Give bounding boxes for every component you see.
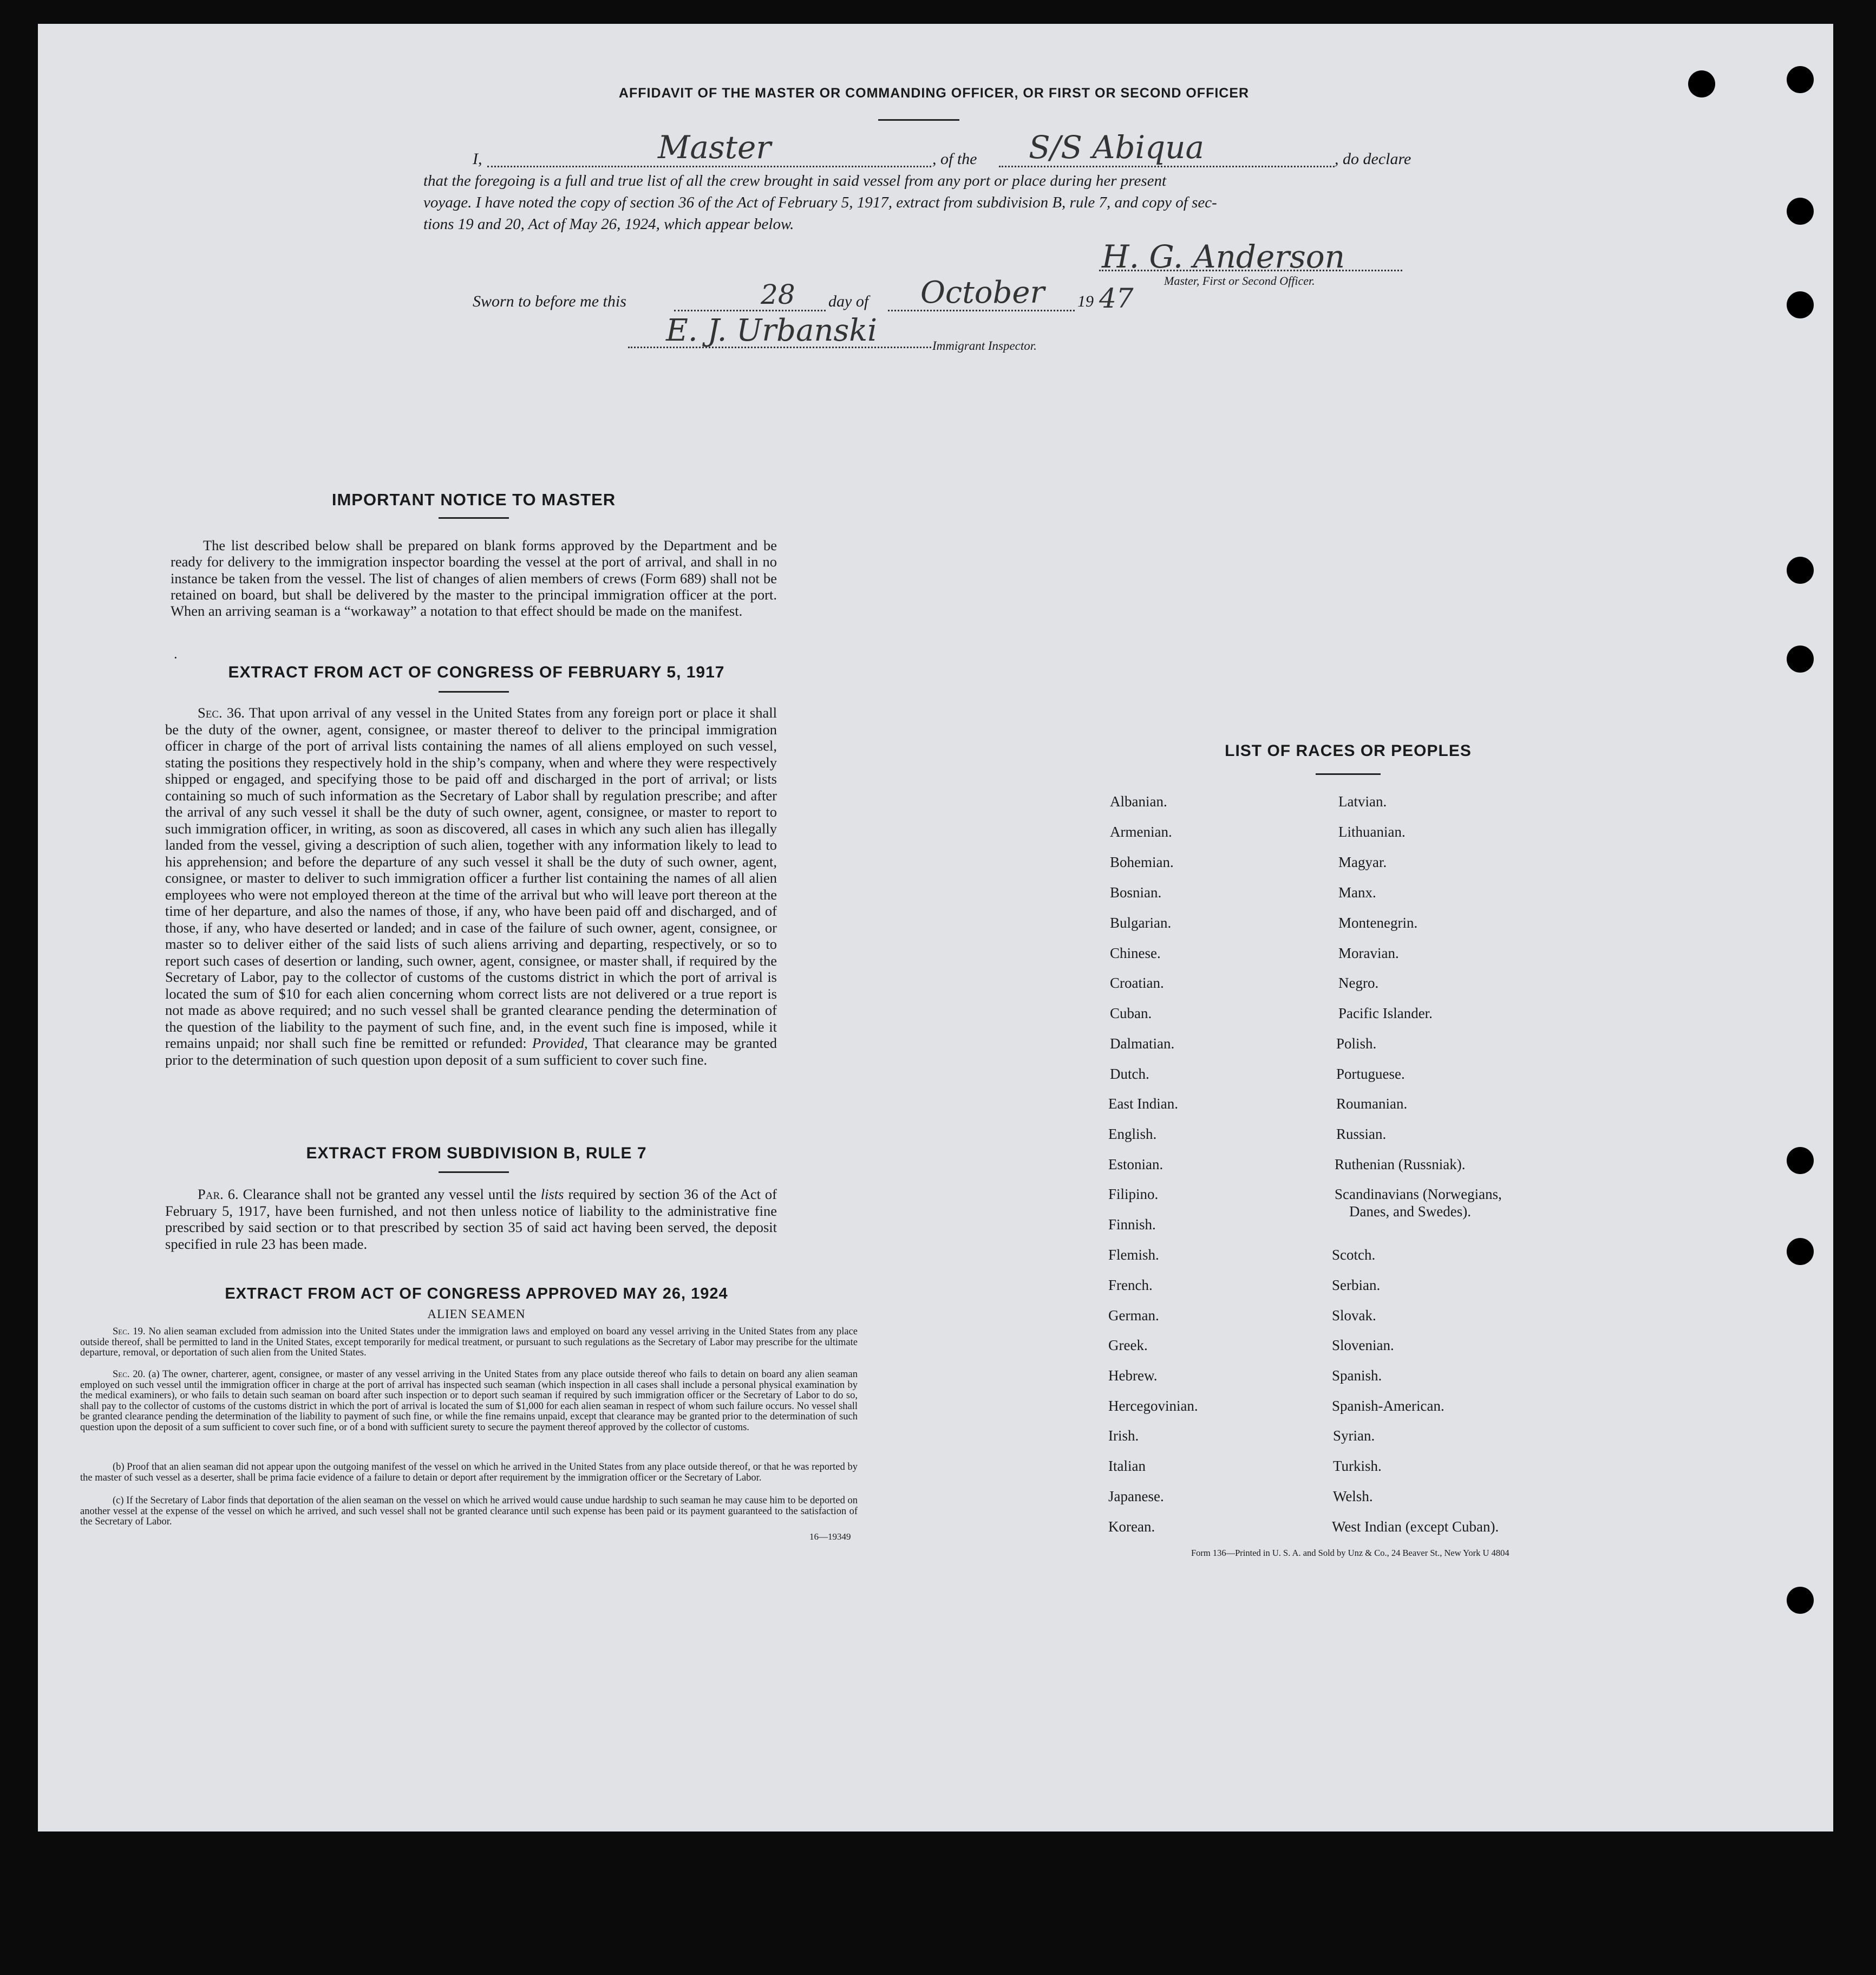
races-title: LIST OF RACES OR PEOPLES: [1225, 742, 1472, 760]
rule7-rule: [439, 1171, 509, 1173]
race-item: Moravian.: [1338, 945, 1399, 961]
notice-rule: [439, 517, 509, 519]
race-item: Japanese.: [1108, 1488, 1164, 1504]
race-item: Croatian.: [1110, 975, 1164, 991]
sec20b-text: (b) Proof that an alien seaman did not appear upon the outgoing manifest of the vessel on which he arrived in the United States from any place outside thereof, or that he was reported by the master of such vessel as a deserter, shall be prima facie evidence of a failure to detain or deport after requirement by the immigration officer or the Secretary of Labor.: [80, 1462, 858, 1483]
race-item: Scandinavians (Norwegians,: [1335, 1186, 1502, 1202]
form-code: 16—19349: [809, 1531, 851, 1542]
do-declare-label: , do declare: [1335, 150, 1411, 168]
race-item: Spanish.: [1332, 1367, 1382, 1384]
race-item: Latvian.: [1338, 793, 1387, 810]
race-item: Armenian.: [1110, 824, 1172, 840]
sec36-body-end: That clearance may be granted prior to the determination of such question upon deposit of a sum sufficient to cover such fine.: [165, 1035, 777, 1068]
inspector-line: [628, 330, 931, 348]
affidavit-body-3: tions 19 and 20, Act of May 26, 1924, which appear below.: [423, 216, 794, 233]
signature-line: [1099, 253, 1402, 271]
punch-hole: [1787, 1147, 1814, 1174]
race-item: East Indian.: [1108, 1096, 1178, 1112]
form-footer: Form 136—Printed in U. S. A. and Sold by Unz & Co., 24 Beaver St., New York U 4804: [1191, 1548, 1509, 1558]
race-item: Korean.: [1108, 1518, 1155, 1535]
vessel-handwriting: S/S Abiqua: [1029, 129, 1205, 166]
day-of-label: day of: [828, 292, 869, 310]
race-item: Filipino.: [1108, 1186, 1159, 1202]
race-item: Ruthenian (Russniak).: [1335, 1156, 1466, 1172]
race-item: Roumanian.: [1336, 1096, 1408, 1112]
race-item: Manx.: [1338, 884, 1376, 901]
par6-label: Par. 6.: [198, 1186, 239, 1202]
day-handwriting: 28: [761, 279, 795, 310]
race-item: Serbian.: [1332, 1277, 1381, 1293]
sworn-label: Sworn to before me this: [473, 292, 626, 310]
alien-seamen-subtitle: ALIEN SEAMEN: [427, 1307, 526, 1321]
punch-hole: [1688, 70, 1715, 97]
race-item: Hercegovinian.: [1108, 1398, 1198, 1414]
sec20-label: Sec. 20.: [113, 1369, 146, 1380]
sec20a-body: (a) The owner, charterer, agent, consignee, or master of any vessel arriving in the United States from any place outside thereof who fails to detain on board any alien seaman employed on such vessel until the immigration officer in charge at the port of arrival has inspected such seaman (which inspection in all cases shall include a personal physical examination by the medical examiners), or who fails to detain such seaman on board after such inspection or to deport such seaman if required by such immigration officer or the Secretary of Labor to do so, shall pay to the collector of customs of the customs district in which the port of arrival is located the sum of $1,000 for each alien seaman in respect of whom such failure occurs. No vessel shall be granted clearance pending the determination of the liability to payment of such fine, or while the fine remains unpaid, except that clearance may be granted prior to the determination of such question upon the deposit of a sum sufficient to cover such fine, or of a bond with sufficient surety to secure the payment thereof approved by the collector of customs.: [80, 1369, 858, 1433]
punch-hole: [1787, 557, 1814, 584]
inspector-caption: Immigrant Inspector.: [932, 339, 1037, 353]
race-item: Syrian.: [1333, 1428, 1375, 1444]
par6-body: Clearance shall not be granted any vessel until the: [243, 1186, 537, 1202]
notice-body: The list described below shall be prepared on blank forms approved by the Department and be ready for delivery to the immigration inspector boarding the vessel at the port of arrival, and shall in no instance be taken from the vessel. The list of changes of alien members of crews (Form 689) shall not be retained on board, but shall be delivered by the master to the principal immigration officer at the port. When an arriving seaman is a “workaway” a notation to that effect should be made on the manifest.: [171, 537, 777, 620]
race-item: Bulgarian.: [1110, 915, 1172, 931]
extract-1917-title: EXTRACT FROM ACT OF CONGRESS OF FEBRUARY 5, 1917: [228, 663, 725, 681]
lists-word: lists: [540, 1186, 564, 1202]
race-item: Lithuanian.: [1338, 824, 1406, 840]
par6-text: [165, 1186, 777, 1252]
sec19-text: [80, 1327, 858, 1359]
race-item: Danes, and Swedes).: [1349, 1203, 1471, 1220]
race-item: Bosnian.: [1110, 884, 1162, 901]
race-item: Estonian.: [1108, 1156, 1163, 1172]
race-item: Greek.: [1108, 1337, 1148, 1353]
master-signature: H. G. Anderson: [1102, 238, 1345, 275]
punch-hole: [1787, 646, 1814, 673]
race-item: Spanish-American.: [1332, 1398, 1444, 1414]
of-the-label: , of the: [932, 150, 977, 168]
par6-body-end: required by section 36 of the Act of February 5, 1917, have been furnished, and not then unless notice of liability to the administrative fine prescribed by said section or to that prescribed by section 35 of said act having been served, the deposit specified in rule 23 has been made.: [165, 1186, 777, 1252]
race-item: Welsh.: [1333, 1488, 1373, 1504]
race-item: Magyar.: [1338, 854, 1387, 870]
race-item: Turkish.: [1333, 1458, 1382, 1474]
provided-word: Provided,: [532, 1035, 588, 1051]
race-item: French.: [1108, 1277, 1153, 1293]
affidavit-body-2: voyage. I have noted the copy of section 36 of the Act of February 5, 1917, extract from subdivision B, rule 7, and copy of sec-: [423, 194, 1217, 211]
race-item: Montenegrin.: [1338, 915, 1418, 931]
race-item: German.: [1108, 1307, 1159, 1324]
race-item: Pacific Islander.: [1338, 1005, 1433, 1021]
affidavit-body-1: that the foregoing is a full and true list of all the crew brought in said vessel from any port or place during her present: [423, 172, 1167, 190]
day-line: [674, 290, 826, 311]
race-item: Albanian.: [1110, 793, 1167, 810]
sec19-label: Sec. 19.: [113, 1326, 146, 1337]
title-rule: [878, 119, 959, 121]
punch-hole: [1787, 291, 1814, 318]
race-item: Italian: [1108, 1458, 1146, 1474]
extract-1917-rule: [439, 691, 509, 693]
sec36-text: [165, 705, 777, 1068]
race-item: West Indian (except Cuban).: [1332, 1518, 1499, 1535]
race-item: Polish.: [1336, 1035, 1377, 1052]
year-handwriting: 47: [1099, 283, 1134, 314]
race-item: Russian.: [1336, 1126, 1387, 1142]
rule7-title: EXTRACT FROM SUBDIVISION B, RULE 7: [306, 1144, 647, 1162]
race-item: Portuguese.: [1336, 1066, 1405, 1082]
sec19-body: No alien seaman excluded from admission into the United States under the immigration laws and employed on board any vessel arriving in the United States from any place outside thereof, shall be permitted to land in the United States, except temporarily for medical treatment, or pursuant to such regulations as the Secretary of Labor may prescribe for the ultimate departure, removal, or deportation of such alien from the United States.: [80, 1326, 858, 1359]
race-item: Dutch.: [1110, 1066, 1149, 1082]
race-item: Slovenian.: [1332, 1337, 1394, 1353]
notice-title: IMPORTANT NOTICE TO MASTER: [331, 490, 616, 509]
i-label: I,: [473, 150, 482, 168]
master-caption: Master, First or Second Officer.: [1164, 274, 1315, 288]
race-item: Hebrew.: [1108, 1367, 1158, 1384]
year-prefix: 19: [1077, 292, 1094, 310]
race-item: Irish.: [1108, 1428, 1139, 1444]
inspector-signature: E. J. Urbanski: [666, 313, 878, 348]
punch-hole: [1787, 198, 1814, 225]
affidavit-title: AFFIDAVIT OF THE MASTER OR COMMANDING OFFICER, OR FIRST OR SECOND OFFICER: [618, 86, 1250, 101]
sec36-body: That upon arrival of any vessel in the United States from any foreign port or place it shall be the duty of the owner, agent, consignee, or master thereof to deliver to the principal immigration officer in charge of the port of arrival lists containing the names of all aliens employed on such vessel, stating the positions they respectively hold in the ship’s company, when and where they were respectively shipped or engaged, and specifying those to be paid off and discharged in the port of arrival; or lists containing so much of such information as the Secretary of Labor shall by regulation prescribe; and after the arrival of any such vessel it shall be the duty of such owner, agent, consignee, or master to report to such immigration officer, in writing, as soon as discovered, all cases in which any such alien has illegally landed from the vessel, giving a description of such alien, together with any information likely to lead to his apprehension; and before the departure of any such vessel it shall be the duty of such owner, agent, consignee, or master to deliver to such immigration officer a further list containing the names of all alien employees who were not employed thereon at the time of the arrival but who will leave port thereon at the time of her departure, and also the names of those, if any, who have been paid off and discharged, and of those, if any, who have deserted or landed; and in case of the failure of such owner, agent, consignee, or master so to deliver either of the said lists of such aliens arriving and departing, respectively, or so to report such cases of desertion or landing, such owner, agent, consignee, or master shall, if required by the Secretary of Labor, pay to the collector of customs of the customs district in which the port of arrival is located the sum of $10 for each alien concerning whom correct lists are not delivered or a true report is not made as above required; and no such vessel shall be granted clearance pending the determination of the question of the liability to the payment of such fine, and, in the event such fine is imposed, while it remains unpaid; nor shall such fine be remitted or refunded:: [165, 705, 777, 1051]
punch-hole: [1787, 1238, 1814, 1265]
race-item: Cuban.: [1110, 1005, 1152, 1021]
punch-hole: [1787, 66, 1814, 93]
master-handwriting: Master: [658, 129, 772, 166]
sec20a-text: [80, 1370, 858, 1433]
race-item: Bohemian.: [1110, 854, 1174, 870]
month-handwriting: October: [920, 275, 1045, 310]
margin-dot: ·: [173, 650, 178, 666]
race-item: Negro.: [1338, 975, 1379, 991]
punch-hole: [1787, 1587, 1814, 1614]
race-item: Chinese.: [1110, 945, 1161, 961]
race-item: Slovak.: [1332, 1307, 1376, 1324]
sec36-label: Sec. 36.: [198, 705, 245, 721]
race-item: English.: [1108, 1126, 1157, 1142]
races-rule: [1316, 773, 1381, 775]
race-item: Scotch.: [1332, 1247, 1376, 1263]
race-item: Flemish.: [1108, 1247, 1159, 1263]
sec20c-text: (c) If the Secretary of Labor finds that deportation of the alien seaman on the vessel on which he arrived would cause undue hardship to such seaman he may cause him to be deported on another vessel at the expense of the vessel on which he arrived, and such vessel shall not be granted clearance until such expense has been paid or its payment guaranteed to the satisfaction of the Secretary of Labor.: [80, 1495, 858, 1528]
race-item: Dalmatian.: [1110, 1035, 1175, 1052]
race-item: Finnish.: [1108, 1216, 1156, 1233]
extract-1924-title: EXTRACT FROM ACT OF CONGRESS APPROVED MAY 26, 1924: [225, 1285, 728, 1302]
